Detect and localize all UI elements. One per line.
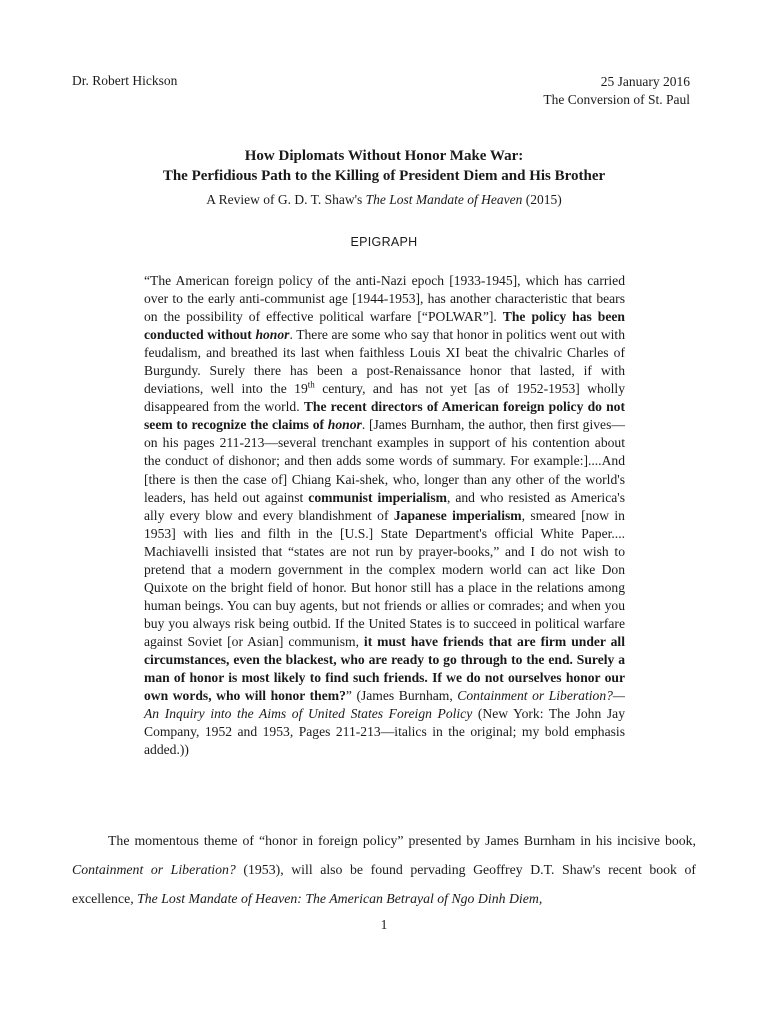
epigraph-run: , and who resisted as America's ally every blow and every blandishment of (144, 489, 626, 523)
epigraph-run: th (307, 379, 315, 390)
review-subtitle (0, 192, 768, 208)
body-book-title-2: The Lost Mandate of Heaven: The American Betrayal of Ngo Dinh Diem, (137, 891, 543, 906)
epigraph-run: century, and has not yet [as of 1952-1953] wholly disappeared from the world. (144, 381, 625, 415)
epigraph-run: Japanese imperialism (393, 507, 522, 523)
document-title (0, 146, 768, 186)
body-text-2: (1953), will also be found pervading Geoffrey D.T. Shaw's recent book of excellence, (72, 862, 697, 906)
epigraph-heading: EPIGRAPH (350, 235, 418, 249)
page-number: 1 (380, 917, 388, 932)
title-line-2: The Perfidious Path to the Killing of President Diem and His Brother (162, 168, 606, 184)
date-block (543, 73, 690, 109)
feast-day: The Conversion of St. Paul (543, 92, 690, 107)
epigraph-run: ” (James Burnham, (345, 688, 458, 704)
epigraph-run: honor (327, 417, 362, 433)
subtitle-suffix: (2015) (522, 192, 562, 207)
subtitle-prefix: A Review of G. D. T. Shaw's (206, 192, 366, 207)
epigraph-run: communist imperialism (308, 489, 447, 505)
body-paragraph (72, 826, 696, 913)
epigraph-run: . There are some who say that honor in politics went out with feudalism, and breathed its last when faithless Louis XI beat the chivalric Charles of Burgundy. Surely there has been a post-Renaissance honor that lasted, if with deviations, well into the 19 (144, 327, 625, 397)
epigraph-run: it must have friends that are firm under all circumstances, even the blackest, who are ready to go through to the end. Surely a man of honor is most likely to find such friends. If we do not ourselves honor our own words, who will honor them? (144, 633, 625, 704)
epigraph-run: honor (255, 327, 290, 343)
author-name: Dr. Robert Hickson (72, 73, 178, 88)
title-line-1: How Diplomats Without Honor Make War: (244, 148, 524, 164)
body-book-title-1: Containment or Liberation? (72, 862, 236, 877)
epigraph-run: . [James Burnham, the author, then first gives—on his pages 211-213—several trenchant examples in support of his contention about the conduct of dishonor; and then adds some words of summary. For example:]....And [there is then the case of] Chiang Kai-shek, who, longer than any other of the world's leaders, has held out against (144, 417, 625, 505)
body-text-1: The momentous theme of “honor in foreign policy” presented by James Burnham in his incisive book, (108, 833, 696, 848)
epigraph-run: The recent directors of American foreign policy do not seem to recognize the claims of (144, 399, 625, 433)
epigraph-run: Containment or Liberation?—An Inquiry into the Aims of United States Foreign Policy (144, 688, 625, 722)
epigraph-run: (New York: The John Jay Company, 1952 and 1953, Pages 211-213—italics in the original; my bold emphasis added.)) (144, 706, 625, 758)
reviewed-book-title: The Lost Mandate of Heaven (365, 192, 523, 207)
epigraph-quote (144, 272, 625, 759)
epigraph-run: “The American foreign policy of the anti-Nazi epoch [1933-1945], which has carried over to the early anti-communist age [1944-1953], has another characteristic that bears on the possibility of effective political warfare [“POLWAR”]. (144, 273, 625, 325)
epigraph-run: , smeared [now in 1953] with lies and filth in the [U.S.] State Department's official White Paper.... Machiavelli insisted that “states are not run by prayer-books,” and I do not wish to pretend that a modern government in the complex modern world can act like Don Quixote on the bright field of honor. But honor still has a place in the relations among human beings. You can buy agents, but not friends or allies or comrades; and when you buy you always risk being outbid. If the United States is to succeed in political warfare against Soviet [or Asian] communism, (144, 507, 625, 649)
epigraph-run: The policy has been conducted without (144, 309, 625, 343)
document-date: 25 January 2016 (600, 74, 690, 89)
